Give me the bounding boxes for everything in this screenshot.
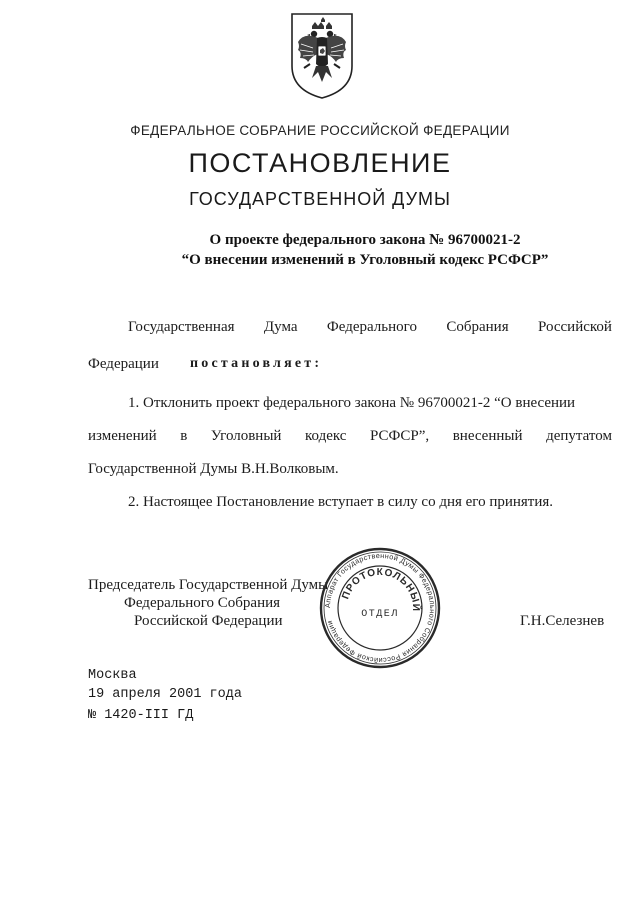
resolves-keyword: постановляет: [190,356,323,371]
intro-word: Российской [538,319,612,335]
item-1-word: изменений [88,428,157,444]
official-stamp [318,546,442,670]
item-1-line-1-text: 1. Отклонить проект федерального закона № 96700021-2 “О внесении [128,395,576,411]
intro-word: Государственная [128,319,235,335]
document-subject-line-2: “О внесении изменений в Уголовный кодекс РСФСР” [181,252,549,268]
item-1-word: в [180,428,188,444]
item-2: 2. Настоящее Постановление вступает в силу со дня его принятия. [128,494,554,510]
signer-name: Г.Н.Селезнев [520,613,605,629]
item-1-word: Уголовный [210,428,282,444]
item-1-word: внесенный [452,428,523,444]
chairman-title-line-2: Федерального Собрания [124,595,281,611]
stamp-inner-text: ПРОТОКОЛЬНЫЙ [340,566,422,613]
russian-coat-of-arms-icon [288,12,356,100]
item-1-line-1 [128,395,612,412]
intro-word: Федерального [326,319,417,335]
item-1-word: кодекс [305,428,347,444]
stamp-outer-text: Аппарат Государственной Думы Федерального Собрания Российской Федерации [322,550,438,666]
document-place: Москва [88,668,137,683]
stamp-center-text: ОТДЕЛ [361,609,399,620]
intro-word: Собрания [446,319,509,335]
item-1-word: РСФСР”, [370,428,430,444]
intro-paragraph-line-2: Федерации [88,356,159,372]
intro-word: Дума [263,319,298,335]
document-issuer: ГОСУДАРСТВЕННОЙ ДУМЫ [189,189,451,209]
organization-name: ФЕДЕРАЛЬНОЕ СОБРАНИЕ РОССИЙСКОЙ ФЕДЕРАЦИИ [130,123,510,138]
chairman-title-line-1: Председатель Государственной Думы [88,577,329,593]
item-1-line-3: Государственной Думы В.Н.Волковым. [88,461,339,477]
document-subject-line-1: О проекте федерального закона № 96700021-2 [209,232,521,248]
svg-text:ПРОТОКОЛЬНЫЙ [340,567,423,612]
item-1-line-2 [88,428,612,445]
document-number: № 1420-III ГД [88,708,194,723]
document-date: 19 апреля 2001 года [88,687,242,702]
document-type-title: ПОСТАНОВЛЕНИЕ [188,148,452,178]
chairman-title-line-3: Российской Федерации [134,613,283,629]
item-1-word: депутатом [546,428,612,444]
intro-paragraph-line-1 [128,319,612,336]
